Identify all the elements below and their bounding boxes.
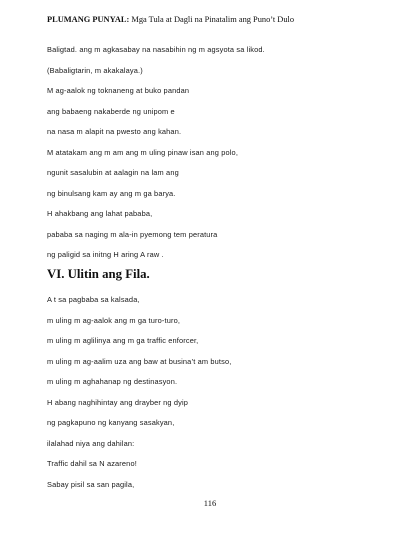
- poem-line: (Babaligtarin, m akakalaya.): [47, 65, 143, 75]
- poem-line: ngunit sasalubin at aalagin na lam ang: [47, 168, 179, 177]
- poem-line: m uling m ag-aalok ang m ga turo-turo,: [47, 315, 181, 325]
- book-title: PLUMANG PUNYAL:: [47, 15, 130, 24]
- poem-line: m uling m aghahanap ng destinasyon.: [47, 377, 178, 386]
- poem-line: Traffic dahil sa N azareno!: [47, 459, 137, 468]
- book-subtitle: Mga Tula at Dagli na Pinatalim ang Puno’t Dulo: [129, 15, 295, 24]
- poem-line: H abang naghihintay ang drayber ng dyip: [47, 397, 189, 407]
- poem-line: A t sa pagbaba sa kalsada,: [47, 295, 140, 304]
- poem-line: ng pagkapuno ng kanyang sasakyan,: [47, 418, 175, 427]
- poem-line: M atatakam ang m am ang m uling pinaw isan ang polo,: [47, 147, 239, 157]
- poem-line: ilalahad niya ang dahilan:: [47, 438, 135, 448]
- poem-line: ang babaeng nakaberde ng unipom e: [47, 106, 175, 116]
- poem-line: M ag-aalok ng toknaneng at buko pandan: [47, 86, 190, 95]
- poem-line: H ahakbang ang lahat pababa,: [47, 209, 153, 218]
- section-heading: VI. Ulitin ang Fila.: [47, 267, 150, 281]
- poem-line: ng binulsang kam ay ang m ga barya.: [47, 188, 176, 198]
- poem-line: m uling m ag-aalim uza ang baw at busina’t am butso,: [47, 356, 232, 366]
- page-number: 116: [203, 498, 217, 508]
- poem-line: Sabay pisil sa san pagila,: [47, 479, 135, 489]
- poem-line: Baligtad. ang m agkasabay na nasabihin ng m agsyota sa likod.: [47, 45, 265, 54]
- poem-stanza-bottom: [47, 290, 400, 495]
- poem-line: m uling m aglilinya ang m ga traffic enforcer,: [47, 336, 199, 345]
- poem-line: pababa sa naging m ala-in pyemong tem peratura: [47, 229, 218, 239]
- poem-stanza-top: [47, 40, 400, 266]
- poem-line: na nasa m alapit na pwesto ang kahan.: [47, 127, 182, 136]
- poem-line: ng paligid sa initng H aring A raw .: [47, 250, 164, 259]
- running-header: [47, 14, 294, 25]
